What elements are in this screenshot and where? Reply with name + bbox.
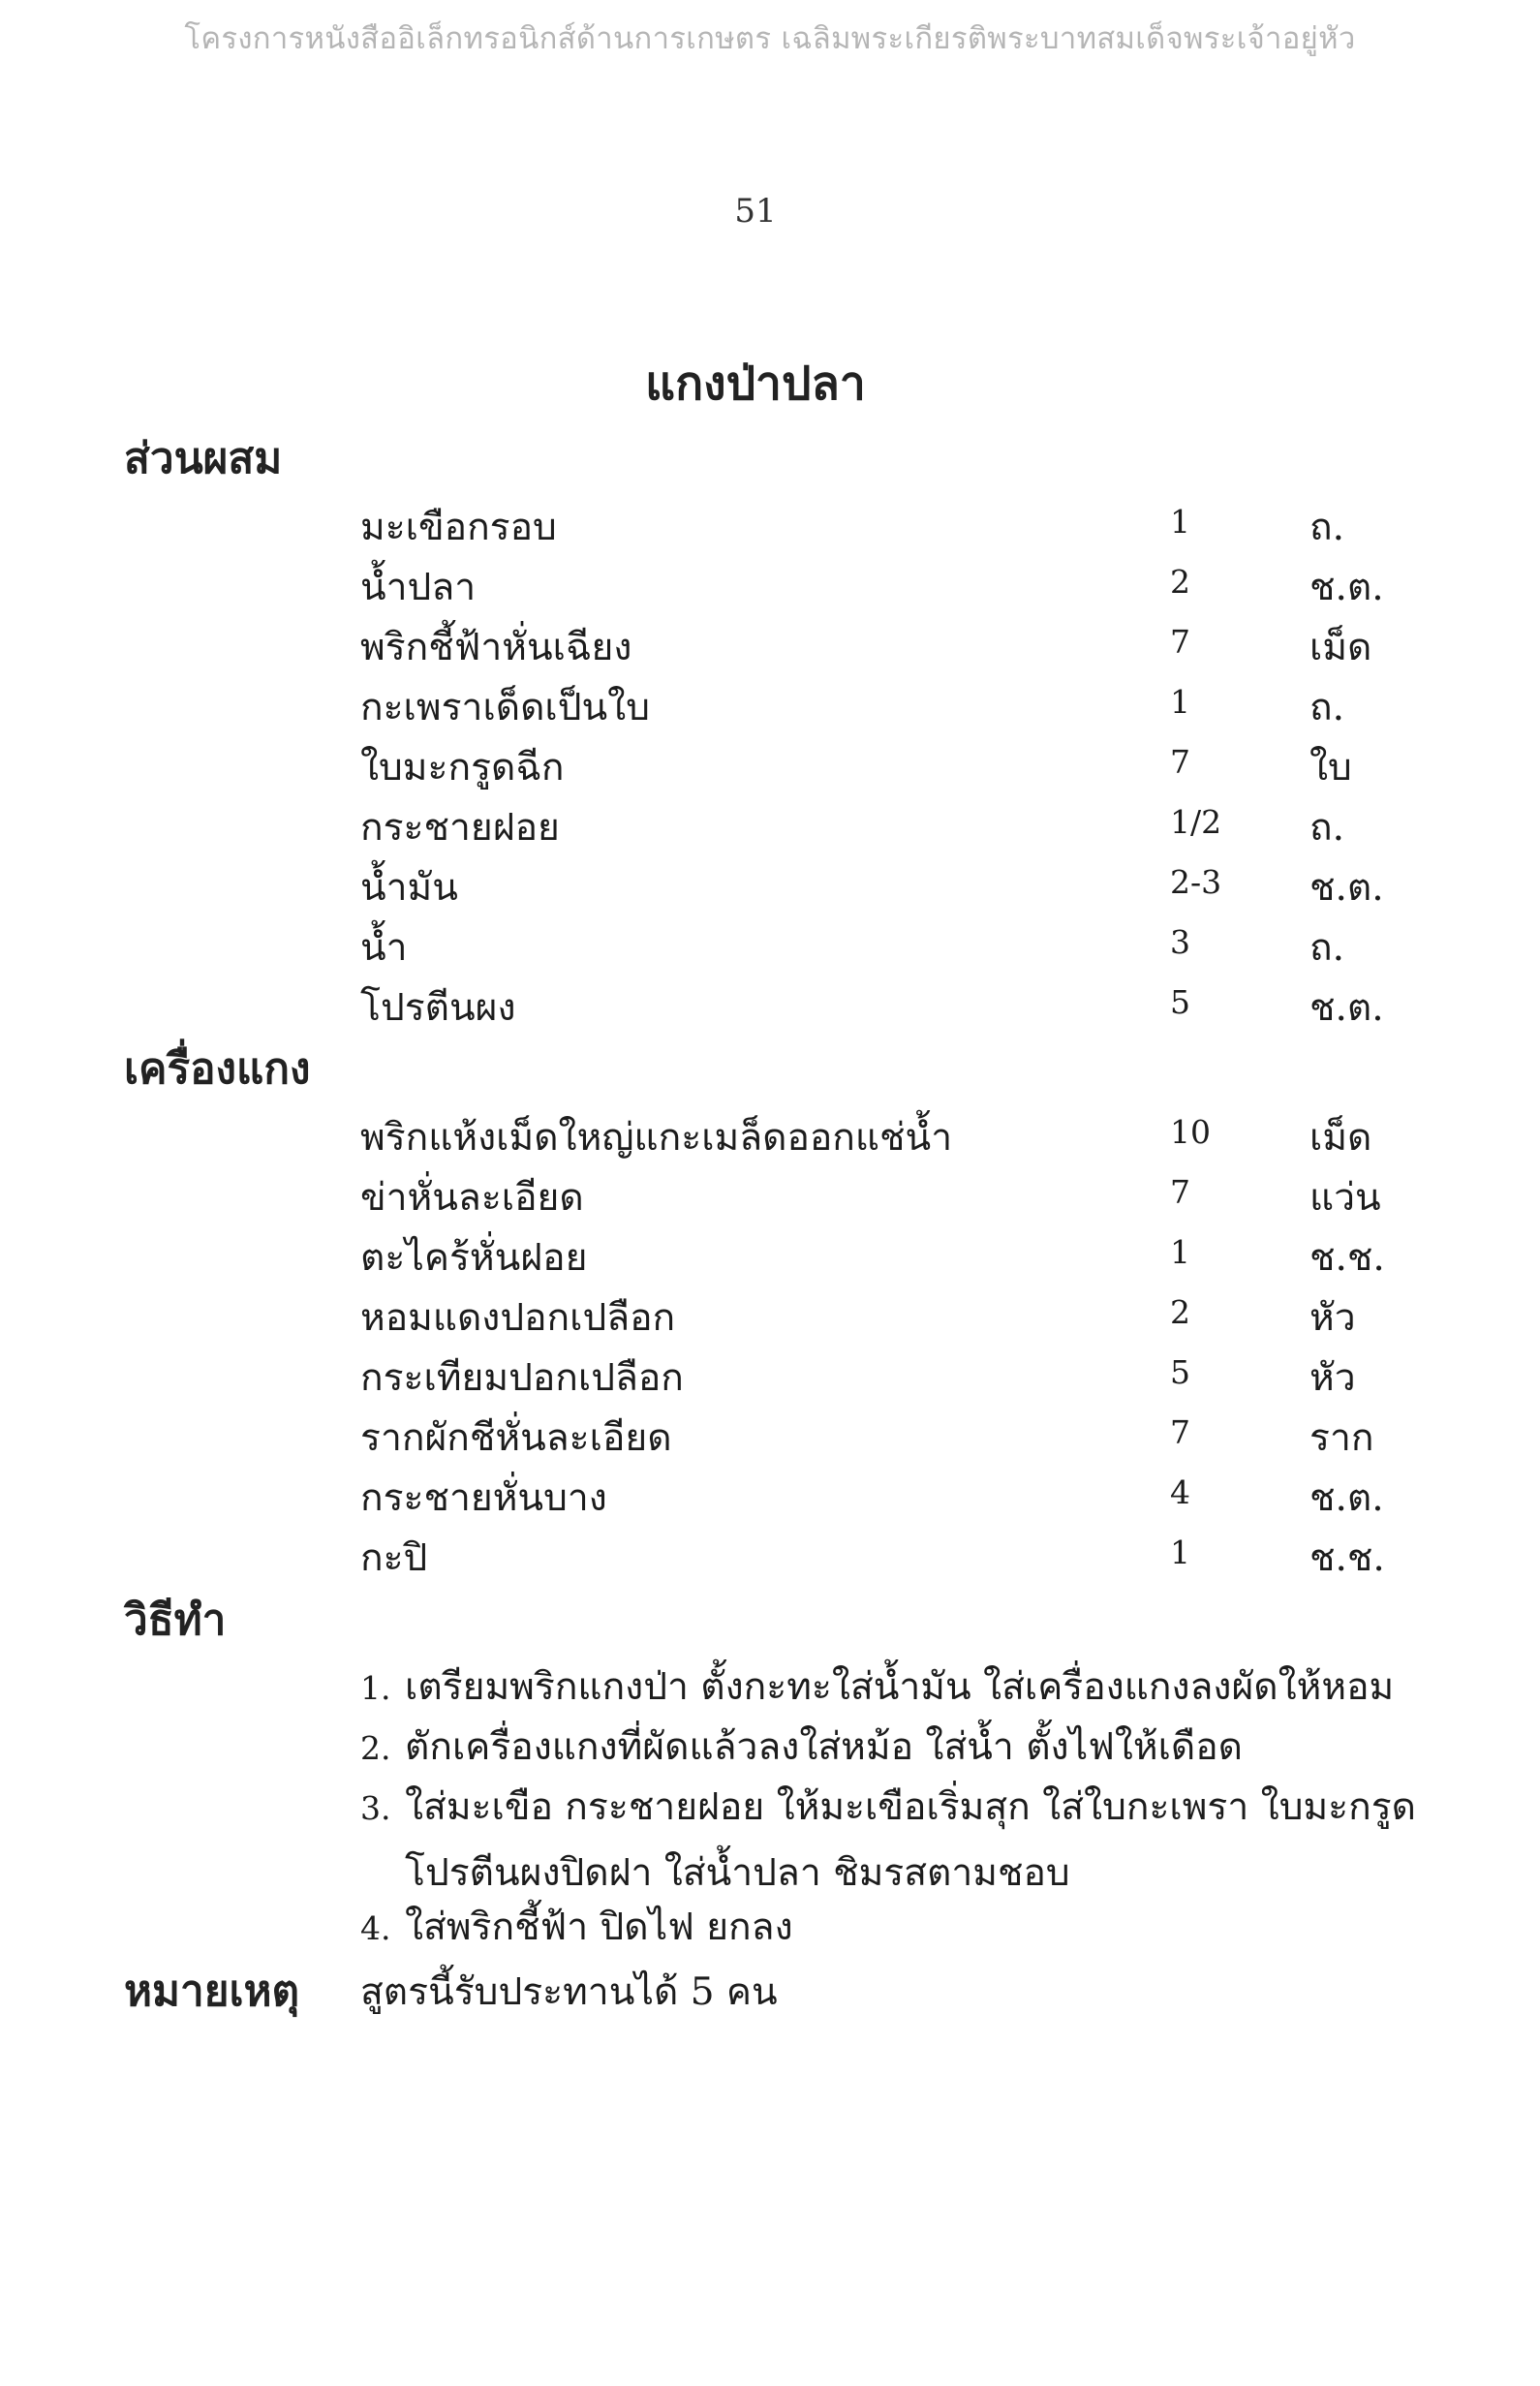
ingredient-unit: ถ.	[1309, 926, 1345, 970]
ingredient-unit: ใบ	[1309, 746, 1352, 790]
ingredient-unit: ช.ต.	[1309, 866, 1384, 910]
paste-row	[0, 1528, 1540, 1586]
note-text: สูตรนี้รับประทานได้ 5 คน	[360, 1970, 778, 2014]
ingredient-qty: 5	[1170, 983, 1190, 1021]
paste-name: พริกแห้งเม็ดใหญ่แกะเมล็ดออกแช่น้ำ	[360, 1116, 953, 1160]
ingredients-heading: ส่วนผสม	[124, 434, 283, 483]
paste-qty: 5	[1170, 1353, 1190, 1391]
paste-row	[0, 1287, 1540, 1346]
curry-paste-heading: เครื่องแกง	[124, 1044, 311, 1094]
ingredient-row	[0, 617, 1540, 675]
ingredient-unit: ถ.	[1309, 806, 1345, 850]
paste-row	[0, 1408, 1540, 1466]
ingredient-row	[0, 497, 1540, 555]
paste-name: กระเทียมปอกเปลือก	[360, 1356, 684, 1400]
page-number: 51	[734, 192, 777, 231]
paste-unit: หัว	[1309, 1356, 1356, 1400]
paste-row	[0, 1468, 1540, 1526]
note-heading: หมายเหตุ	[124, 1967, 300, 2016]
ingredient-name: กะเพราเด็ดเป็นใบ	[360, 686, 650, 729]
step-number: 3.	[360, 1789, 391, 1827]
ingredient-unit: ช.ต.	[1309, 566, 1384, 609]
paste-qty: 4	[1170, 1473, 1190, 1511]
ingredient-unit: ถ.	[1309, 506, 1345, 549]
paste-qty: 2	[1170, 1293, 1190, 1331]
ingredient-name: มะเขือกรอบ	[360, 506, 557, 549]
paste-name: ข่าหั่นละเอียด	[360, 1176, 584, 1220]
ingredient-name: โปรตีนผง	[360, 986, 516, 1030]
ingredient-unit: ถ.	[1309, 686, 1345, 729]
paste-row	[0, 1107, 1540, 1165]
ingredient-name: น้ำมัน	[360, 866, 458, 910]
method-heading: วิธีทำ	[124, 1596, 227, 1645]
paste-name: รากผักชีหั่นละเอียด	[360, 1416, 672, 1460]
ingredient-unit: ช.ต.	[1309, 986, 1384, 1030]
ingredient-name: น้ำ	[360, 926, 408, 970]
step-number: 2.	[360, 1729, 391, 1767]
ingredient-name: พริกชี้ฟ้าหั่นเฉียง	[360, 626, 632, 669]
step-text-continued: โปรตีนผงปิดฝา ใส่น้ำปลา ชิมรสตามชอบ	[405, 1851, 1070, 1895]
paste-unit: ช.ช.	[1309, 1236, 1385, 1280]
paste-row	[0, 1348, 1540, 1406]
ingredient-unit: เม็ด	[1309, 626, 1372, 669]
step-text: เตรียมพริกแกงป่า ตั้งกะทะใส่น้ำมัน ใส่เครื่องแกงลงผัดให้หอม	[405, 1665, 1395, 1709]
ingredient-row	[0, 557, 1540, 615]
paste-unit: เม็ด	[1309, 1116, 1372, 1160]
paste-name: ตะไคร้หั่นฝอย	[360, 1236, 588, 1280]
ingredient-row	[0, 917, 1540, 976]
paste-qty: 7	[1170, 1173, 1190, 1211]
paste-qty: 1	[1170, 1534, 1190, 1571]
method-step	[360, 1777, 1426, 1903]
paste-qty: 10	[1170, 1113, 1211, 1151]
ingredient-name: ใบมะกรูดฉีก	[360, 746, 565, 790]
paste-qty: 7	[1170, 1413, 1190, 1451]
ingredient-qty: 2-3	[1170, 863, 1222, 901]
paste-unit: หัว	[1309, 1296, 1356, 1340]
paste-qty: 1	[1170, 1233, 1190, 1271]
step-text: ใส่พริกชี้ฟ้า ปิดไฟ ยกลง	[405, 1906, 793, 1949]
ingredient-qty: 1	[1170, 683, 1190, 721]
ingredient-name: น้ำปลา	[360, 566, 477, 609]
ingredient-qty: 3	[1170, 923, 1190, 961]
step-text: ตักเครื่องแกงที่ผัดแล้วลงใส่หม้อ ใส่น้ำ ตั้งไฟให้เดือด	[405, 1725, 1243, 1769]
ingredient-row	[0, 677, 1540, 735]
paste-unit: ช.ต.	[1309, 1476, 1384, 1520]
ingredient-qty: 1/2	[1170, 803, 1222, 841]
method-step	[360, 1897, 1426, 1957]
paste-row	[0, 1167, 1540, 1225]
ingredient-row	[0, 857, 1540, 915]
step-text: ใส่มะเขือ กระชายฝอย ให้มะเขือเริ่มสุก ใส่ใบกะเพรา ใบมะกรูด	[405, 1785, 1417, 1829]
step-number: 4.	[360, 1909, 391, 1947]
paste-unit: ราก	[1309, 1416, 1374, 1460]
paste-unit: ช.ช.	[1309, 1536, 1385, 1580]
paste-name: กระชายหั่นบาง	[360, 1476, 607, 1520]
ingredient-qty: 7	[1170, 623, 1190, 661]
ingredient-row	[0, 797, 1540, 855]
ingredient-qty: 2	[1170, 563, 1190, 601]
method-step	[360, 1717, 1426, 1777]
ingredient-row	[0, 737, 1540, 795]
ingredient-row	[0, 977, 1540, 1036]
recipe-title: แกงป่าปลา	[645, 356, 866, 411]
method-step	[360, 1657, 1426, 1717]
header-note: โครงการหนังสืออิเล็กทรอนิกส์ด้านการเกษตร เฉลิมพระเกียรติพระบาทสมเด็จพระเจ้าอยู่หัว	[184, 21, 1356, 56]
ingredient-name: กระชายฝอย	[360, 806, 560, 850]
paste-name: หอมแดงปอกเปลือก	[360, 1296, 676, 1340]
ingredient-qty: 7	[1170, 743, 1190, 781]
paste-row	[0, 1227, 1540, 1286]
paste-name: กะปิ	[360, 1536, 428, 1580]
paste-unit: แว่น	[1309, 1176, 1381, 1220]
step-number: 1.	[360, 1669, 391, 1707]
ingredient-qty: 1	[1170, 503, 1190, 541]
